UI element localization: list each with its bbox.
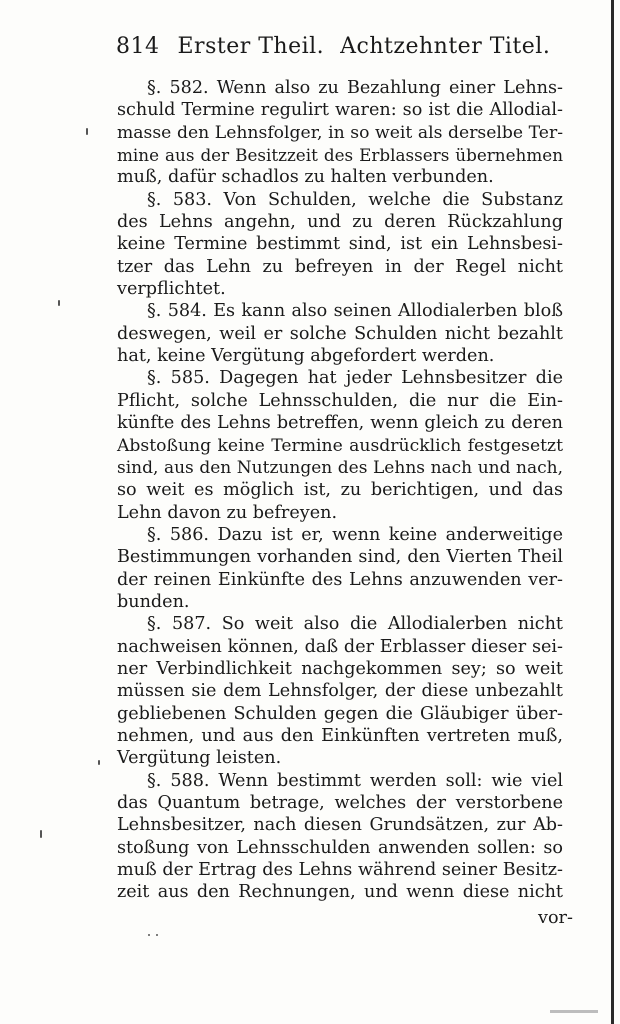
text-line: das Quantum betrage, welches der verstorbene bbox=[117, 793, 563, 813]
text-line: §. 583. Von Schulden, welche die Substanz bbox=[147, 189, 563, 210]
scan-speck bbox=[98, 760, 100, 765]
text-line: Lehn davon zu befreyen. bbox=[117, 502, 338, 523]
text-line: mine aus der Besitzzeit des Erblassers übernehmen bbox=[117, 145, 563, 166]
text-line: nachweisen können, daß der Erblasser dieser sei- bbox=[117, 636, 563, 657]
running-header-title: Achtzehnter Titel. bbox=[340, 34, 551, 59]
text-line: deswegen, weil er solche Schulden nicht bezahlt bbox=[117, 323, 563, 344]
running-header bbox=[116, 34, 576, 59]
scan-speck bbox=[86, 128, 88, 135]
text-line: verpflichtet. bbox=[117, 279, 226, 300]
text-line: Bestimmungen vorhanden sind, den Vierten Theil bbox=[117, 547, 563, 568]
text-line: der reinen Einkünfte des Lehns anzuwenden ver- bbox=[117, 569, 563, 590]
text-line: keine Termine bestimmt sind, ist ein Lehnsbesi- bbox=[117, 234, 563, 255]
text-line: künfte des Lehns betreffen, wenn gleich zu deren bbox=[117, 413, 563, 434]
text-line: ner Verbindlichkeit nachgekommen sey; so weit bbox=[117, 658, 563, 679]
text-line: Pflicht, solche Lehnsschulden, die nur die Ein- bbox=[117, 390, 563, 411]
scan-speck bbox=[58, 300, 60, 306]
text-line: Vergütung leisten. bbox=[117, 748, 282, 769]
text-line: gebliebenen Schulden gegen die Gläubiger über- bbox=[117, 703, 563, 724]
text-line: masse den Lehnsfolger, in so weit als derselbe Ter- bbox=[117, 122, 563, 143]
text-line: so weit es möglich ist, zu berichtigen, und das bbox=[117, 480, 563, 501]
text-line: §. 584. Es kann also seinen Allodialerben bloß bbox=[147, 301, 563, 322]
page-binding-edge bbox=[611, 0, 614, 1024]
scan-speck bbox=[156, 934, 158, 936]
text-line: Abstoßung keine Termine ausdrücklich festgesetzt bbox=[117, 435, 563, 456]
text-line: muß, dafür schadlos zu halten verbunden. bbox=[117, 167, 494, 188]
text-line: tzer das Lehn zu befreyen in der Regel nicht bbox=[117, 256, 563, 277]
text-line: §. 585. Dagegen hat jeder Lehnsbesitzer die bbox=[147, 368, 563, 389]
text-line: §. 582. Wenn also zu Bezahlung einer Lehns- bbox=[147, 78, 563, 98]
text-line: §. 587. So weit also die Allodialerben nicht bbox=[147, 614, 563, 635]
text-line: sind, aus den Nutzungen des Lehns nach und nach, bbox=[117, 457, 563, 478]
scan-speck bbox=[40, 830, 42, 838]
text-line: schuld Termine regulirt waren: so ist die Allodial- bbox=[117, 100, 563, 121]
text-line: muß der Ertrag des Lehns während seiner Besitz- bbox=[117, 860, 563, 881]
text-line: des Lehns angehn, und zu deren Rückzahlung bbox=[117, 212, 563, 233]
scan-speck bbox=[148, 934, 150, 936]
text-line: nehmen, und aus den Einkünften vertreten muß, bbox=[117, 725, 563, 746]
page-number: 814 bbox=[116, 34, 160, 59]
scan-edge-mark bbox=[550, 1010, 598, 1013]
running-header-part: Erster Theil. bbox=[177, 34, 325, 59]
body-text bbox=[117, 77, 563, 904]
text-line: müssen sie dem Lehnsfolger, der diese unbezahlt bbox=[117, 681, 563, 702]
text-line: bunden. bbox=[117, 591, 190, 612]
text-line: Lehnsbesitzer, nach diesen Grundsätzen, zur Ab- bbox=[117, 815, 563, 836]
catchword: vor- bbox=[538, 908, 573, 928]
text-line: hat, keine Vergütung abgefordert werden. bbox=[117, 346, 495, 367]
text-line: §. 586. Dazu ist er, wenn keine anderweitige bbox=[147, 524, 563, 545]
text-line: zeit aus den Rechnungen, und wenn diese nicht bbox=[117, 882, 563, 903]
text-line: §. 588. Wenn bestimmt werden soll: wie viel bbox=[147, 770, 563, 791]
text-line: stoßung von Lehnsschulden anwenden sollen: so bbox=[117, 837, 563, 858]
